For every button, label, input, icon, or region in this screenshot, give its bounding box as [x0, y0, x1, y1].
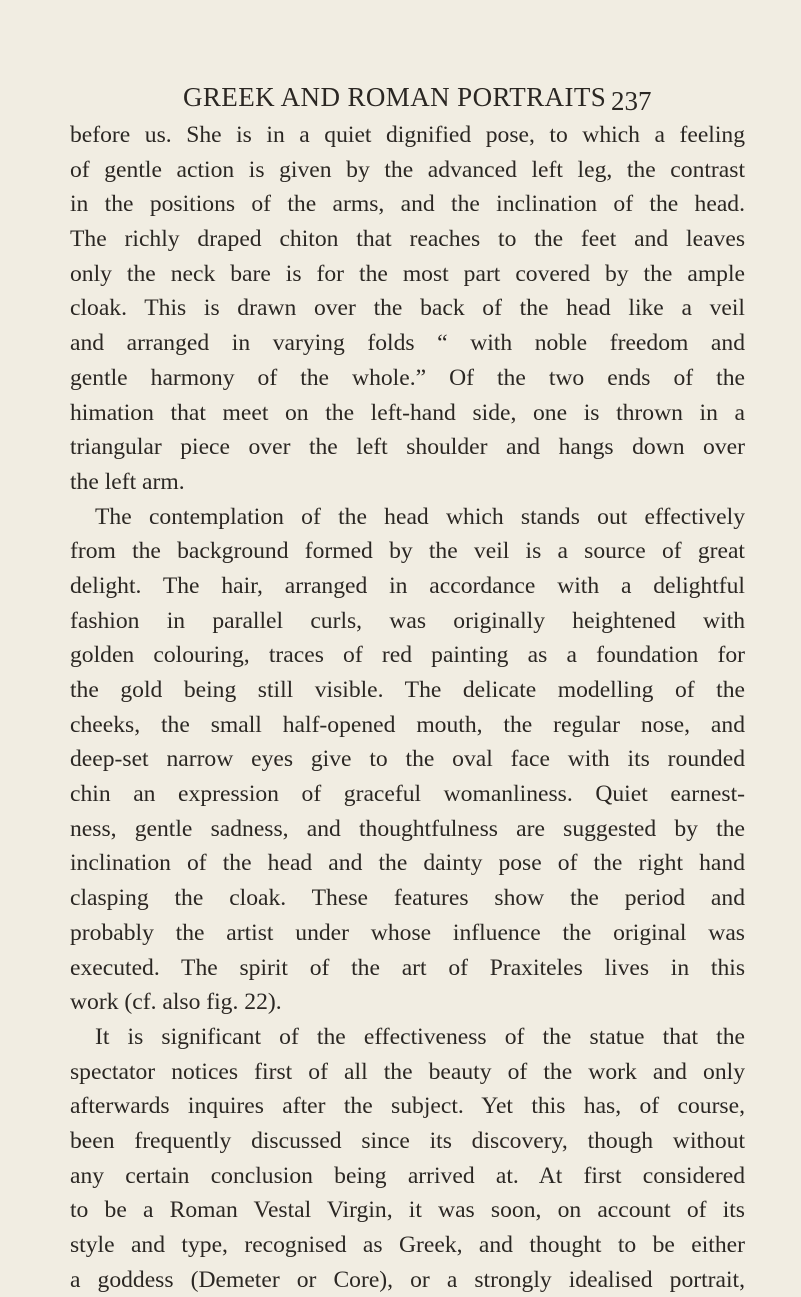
running-head-title: GREEK AND ROMAN PORTRAITS: [183, 82, 607, 112]
text-line: the left arm.: [70, 468, 185, 495]
text-line: been frequently discussed since its discovery, though without: [70, 1127, 745, 1154]
text-line: The contemplation of the head which stands out effectively: [95, 503, 745, 530]
text-line: work (cf. also fig. 22).: [70, 989, 282, 1016]
text-line: delight. The hair, arranged in accordance with a delightful: [70, 572, 745, 599]
page-number: 237: [611, 86, 652, 116]
text-line: inclination of the head and the dainty pose of the right hand: [70, 850, 745, 877]
text-line: chin an expression of graceful womanliness. Quiet earnest-: [70, 781, 745, 808]
text-line: It is significant of the effectiveness of the statue that the: [95, 1023, 745, 1050]
text-line: any certain conclusion being arrived at. At first considered: [70, 1162, 745, 1189]
text-line: deep-set narrow eyes give to the oval face with its rounded: [70, 746, 745, 773]
text-line: himation that meet on the left-hand side, one is thrown in a: [70, 399, 745, 426]
text-line: in the positions of the arms, and the inclination of the head.: [70, 191, 745, 218]
text-line: cheeks, the small half-opened mouth, the regular nose, and: [70, 711, 745, 738]
text-line: executed. The spirit of the art of Praxiteles lives in this: [70, 954, 745, 981]
text-line: clasping the cloak. These features show the period and: [70, 885, 745, 912]
text-line: probably the artist under whose influence the original was: [70, 919, 745, 946]
text-line: The richly draped chiton that reaches to the feet and leaves: [70, 226, 745, 253]
text-line: afterwards inquires after the subject. Yet this has, of course,: [70, 1093, 745, 1120]
text-line: of gentle action is given by the advanced left leg, the contrast: [70, 156, 745, 183]
text-line: to be a Roman Vestal Virgin, it was soon, on account of its: [70, 1197, 745, 1224]
text-line: spectator notices first of all the beauty of the work and only: [70, 1058, 745, 1085]
text-line: golden colouring, traces of red painting as a foundation for: [70, 642, 745, 669]
text-line: a goddess (Demeter or Core), or a strongly idealised portrait,: [70, 1266, 745, 1293]
text-line: gentle harmony of the whole.” Of the two ends of the: [70, 364, 745, 391]
text-line: style and type, recognised as Greek, and thought to be either: [70, 1232, 745, 1258]
text-line: cloak. This is drawn over the back of the head like a veil: [70, 295, 745, 322]
text-line: ness, gentle sadness, and thoughtfulness are suggested by the: [70, 815, 745, 842]
text-line: fashion in parallel curls, was originally heightened with: [70, 607, 745, 634]
text-line: before us. She is in a quiet dignified pose, to which a feeling: [70, 122, 745, 148]
text-line: and arranged in varying folds “ with noble freedom and: [70, 330, 745, 357]
text-line: the gold being still visible. The delicate modelling of the: [70, 677, 745, 703]
text-line: from the background formed by the veil is a source of great: [70, 538, 745, 565]
text-line: triangular piece over the left shoulder and hangs down over: [70, 434, 745, 461]
body-text: [70, 118, 745, 1297]
text-line: only the neck bare is for the most part covered by the ample: [70, 260, 745, 287]
